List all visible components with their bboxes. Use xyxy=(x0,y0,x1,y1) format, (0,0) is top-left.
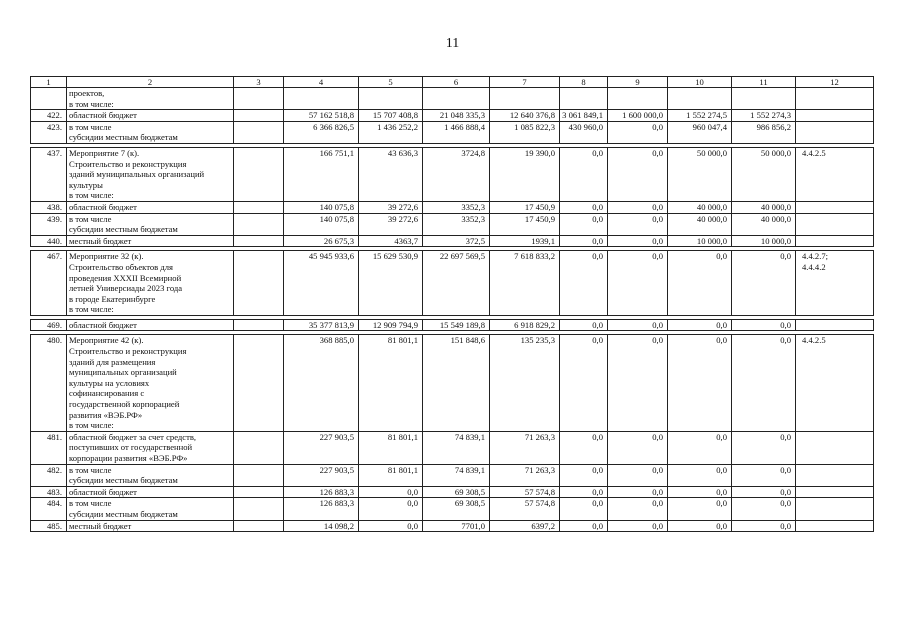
value-cell: 0,0 xyxy=(560,498,608,520)
row-description xyxy=(67,213,234,235)
table-row xyxy=(31,147,874,201)
value-cell: 430 960,0 xyxy=(560,121,608,143)
table-row xyxy=(31,201,874,213)
value-cell: 0,0 xyxy=(668,498,732,520)
empty-cell xyxy=(234,498,284,520)
value-cell: 69 308,5 xyxy=(423,486,490,498)
table-row xyxy=(31,335,874,431)
description-line: летней Универсиады 2023 года xyxy=(69,283,183,294)
value-cell: 0,0 xyxy=(608,121,668,143)
value-cell: 0,0 xyxy=(608,498,668,520)
target-code xyxy=(796,235,874,247)
value-cell xyxy=(284,88,359,110)
target-code xyxy=(796,213,874,235)
value-cell: 57 574,8 xyxy=(490,486,560,498)
row-number: 485. xyxy=(31,520,67,532)
value-cell: 0,0 xyxy=(732,335,796,431)
description-line: в том числе xyxy=(69,464,112,475)
value-cell: 0,0 xyxy=(668,464,732,486)
value-cell: 57 574,8 xyxy=(490,498,560,520)
table-row xyxy=(31,431,874,464)
row-number: 467. xyxy=(31,251,67,316)
value-cell: 126 883,3 xyxy=(284,498,359,520)
value-cell: 372,5 xyxy=(423,235,490,247)
value-cell: 39 272,6 xyxy=(359,213,423,235)
row-description xyxy=(67,251,234,316)
value-cell: 57 162 518,8 xyxy=(284,110,359,122)
target-code xyxy=(796,121,874,143)
row-number: 423. xyxy=(31,121,67,143)
header-cell: 4 xyxy=(284,77,359,88)
value-cell: 0,0 xyxy=(732,431,796,464)
description-line: областной бюджет за счет средств, xyxy=(69,431,197,442)
table-row xyxy=(31,486,874,498)
value-cell: 19 390,0 xyxy=(490,147,560,201)
description-line: поступивших от государственной xyxy=(69,442,193,453)
empty-cell xyxy=(234,520,284,532)
value-cell: 3 061 849,1 xyxy=(560,110,608,122)
code-line: 4.4.2.7; xyxy=(802,251,829,262)
value-cell: 7 618 833,2 xyxy=(490,251,560,316)
row-number: 440. xyxy=(31,235,67,247)
table-row xyxy=(31,110,874,122)
header-cell: 2 xyxy=(67,77,234,88)
value-cell: 0,0 xyxy=(732,319,796,331)
code-line: 4.4.4.2 xyxy=(802,261,826,272)
row-number: 480. xyxy=(31,335,67,431)
empty-cell xyxy=(234,110,284,122)
value-cell: 40 000,0 xyxy=(732,213,796,235)
value-cell: 71 263,3 xyxy=(490,431,560,464)
value-cell: 960 047,4 xyxy=(668,121,732,143)
header-cell: 9 xyxy=(608,77,668,88)
value-cell xyxy=(732,88,796,110)
target-code xyxy=(796,520,874,532)
empty-cell xyxy=(234,251,284,316)
value-cell: 3352,3 xyxy=(423,201,490,213)
value-cell: 0,0 xyxy=(608,464,668,486)
value-cell: 0,0 xyxy=(608,486,668,498)
description-line: в том числе: xyxy=(69,304,114,315)
description-line: культуры xyxy=(69,179,103,190)
description-line: в том числе: xyxy=(69,420,114,431)
row-description xyxy=(67,335,234,431)
value-cell: 40 000,0 xyxy=(668,213,732,235)
row-description xyxy=(67,147,234,201)
empty-cell xyxy=(234,88,284,110)
value-cell: 6 366 826,5 xyxy=(284,121,359,143)
table-row xyxy=(31,251,874,316)
target-code xyxy=(796,147,874,201)
row-number: 483. xyxy=(31,486,67,498)
description-line: Мероприятие 7 (к). xyxy=(69,147,140,158)
value-cell: 1939,1 xyxy=(490,235,560,247)
value-cell: 17 450,9 xyxy=(490,201,560,213)
value-cell: 0,0 xyxy=(560,486,608,498)
value-cell: 35 377 813,9 xyxy=(284,319,359,331)
header-cell: 12 xyxy=(796,77,874,88)
value-cell: 10 000,0 xyxy=(668,235,732,247)
value-cell: 227 903,5 xyxy=(284,464,359,486)
value-cell: 0,0 xyxy=(359,486,423,498)
value-cell: 1 552 274,5 xyxy=(668,110,732,122)
value-cell: 0,0 xyxy=(732,498,796,520)
header-cell: 11 xyxy=(732,77,796,88)
row-number: 438. xyxy=(31,201,67,213)
value-cell: 1 436 252,2 xyxy=(359,121,423,143)
value-cell: 12 909 794,9 xyxy=(359,319,423,331)
value-cell: 0,0 xyxy=(668,251,732,316)
value-cell xyxy=(668,88,732,110)
value-cell: 74 839,1 xyxy=(423,464,490,486)
row-number: 469. xyxy=(31,319,67,331)
description-line: в том числе: xyxy=(69,98,114,109)
description-line: государственной корпорацией xyxy=(69,399,180,410)
value-cell: 0,0 xyxy=(608,147,668,201)
value-cell: 43 636,3 xyxy=(359,147,423,201)
row-description xyxy=(67,464,234,486)
empty-cell xyxy=(234,213,284,235)
value-cell: 0,0 xyxy=(668,319,732,331)
description-line: Мероприятие 32 (к). xyxy=(69,251,144,262)
value-cell xyxy=(490,88,560,110)
table-row xyxy=(31,213,874,235)
header-cell: 10 xyxy=(668,77,732,88)
value-cell: 0,0 xyxy=(608,335,668,431)
value-cell: 0,0 xyxy=(668,431,732,464)
header-cell: 8 xyxy=(560,77,608,88)
value-cell: 0,0 xyxy=(560,335,608,431)
description-line: культуры на условиях xyxy=(69,377,150,388)
row-description xyxy=(67,88,234,110)
value-cell: 0,0 xyxy=(560,235,608,247)
value-cell: 0,0 xyxy=(608,201,668,213)
target-code xyxy=(796,251,874,316)
description-line: муниципальных организаций xyxy=(69,367,177,378)
value-cell: 0,0 xyxy=(608,251,668,316)
target-code xyxy=(796,498,874,520)
description-line: областной бюджет xyxy=(69,319,137,330)
value-cell: 15 549 189,8 xyxy=(423,319,490,331)
value-cell: 0,0 xyxy=(560,431,608,464)
description-line: в том числе xyxy=(69,498,112,509)
table-row xyxy=(31,464,874,486)
value-cell: 0,0 xyxy=(560,520,608,532)
description-line: в том числе xyxy=(69,121,112,132)
row-description xyxy=(67,498,234,520)
header-cell: 1 xyxy=(31,77,67,88)
value-cell: 1 085 822,3 xyxy=(490,121,560,143)
table-row xyxy=(31,498,874,520)
target-code xyxy=(796,464,874,486)
value-cell: 166 751,1 xyxy=(284,147,359,201)
row-description xyxy=(67,431,234,464)
row-number: 484. xyxy=(31,498,67,520)
row-description xyxy=(67,520,234,532)
table-row xyxy=(31,121,874,143)
description-line: Строительство и реконструкция xyxy=(69,158,187,169)
value-cell: 4363,7 xyxy=(359,235,423,247)
description-line: местный бюджет xyxy=(69,235,132,246)
description-line: проектов, xyxy=(69,88,105,98)
row-description xyxy=(67,201,234,213)
value-cell: 0,0 xyxy=(732,464,796,486)
description-line: в том числе: xyxy=(69,190,114,201)
value-cell: 22 697 569,5 xyxy=(423,251,490,316)
value-cell: 71 263,3 xyxy=(490,464,560,486)
value-cell: 6397,2 xyxy=(490,520,560,532)
value-cell: 140 075,8 xyxy=(284,213,359,235)
description-line: корпорации развития «ВЭБ.РФ» xyxy=(69,453,188,463)
value-cell: 0,0 xyxy=(732,520,796,532)
value-cell: 0,0 xyxy=(608,431,668,464)
table-row xyxy=(31,235,874,247)
value-cell: 40 000,0 xyxy=(668,201,732,213)
value-cell: 135 235,3 xyxy=(490,335,560,431)
empty-cell xyxy=(234,464,284,486)
code-line: 4.4.2.5 xyxy=(802,147,826,158)
header-cell: 3 xyxy=(234,77,284,88)
value-cell: 12 640 376,8 xyxy=(490,110,560,122)
value-cell: 81 801,1 xyxy=(359,464,423,486)
description-line: в городе Екатеринбурге xyxy=(69,293,156,304)
value-cell: 986 856,2 xyxy=(732,121,796,143)
row-number: 481. xyxy=(31,431,67,464)
value-cell: 15 707 408,8 xyxy=(359,110,423,122)
value-cell: 151 848,6 xyxy=(423,335,490,431)
description-line: развития «ВЭБ.РФ» xyxy=(69,409,143,420)
empty-cell xyxy=(234,201,284,213)
empty-cell xyxy=(234,121,284,143)
value-cell: 368 885,0 xyxy=(284,335,359,431)
page-number: 11 xyxy=(445,36,460,51)
empty-cell xyxy=(234,319,284,331)
table-row xyxy=(31,88,874,110)
value-cell: 0,0 xyxy=(668,520,732,532)
description-line: областной бюджет xyxy=(69,201,137,212)
description-line: субсидии местным бюджетам xyxy=(69,224,178,235)
row-description xyxy=(67,486,234,498)
value-cell: 126 883,3 xyxy=(284,486,359,498)
table-body xyxy=(31,88,874,532)
value-cell: 1 466 888,4 xyxy=(423,121,490,143)
value-cell xyxy=(359,88,423,110)
target-code xyxy=(796,335,874,431)
row-description xyxy=(67,319,234,331)
value-cell xyxy=(423,88,490,110)
table-row xyxy=(31,319,874,331)
empty-cell xyxy=(234,335,284,431)
value-cell: 0,0 xyxy=(560,464,608,486)
header-cell: 6 xyxy=(423,77,490,88)
target-code xyxy=(796,319,874,331)
target-code xyxy=(796,110,874,122)
header-cell: 7 xyxy=(490,77,560,88)
value-cell: 21 048 335,3 xyxy=(423,110,490,122)
value-cell: 81 801,1 xyxy=(359,335,423,431)
row-number xyxy=(31,88,67,110)
row-number: 437. xyxy=(31,147,67,201)
budget-table xyxy=(30,76,874,532)
value-cell: 140 075,8 xyxy=(284,201,359,213)
description-line: Строительство и реконструкция xyxy=(69,346,187,357)
row-description xyxy=(67,110,234,122)
description-line: местный бюджет xyxy=(69,520,132,531)
value-cell: 69 308,5 xyxy=(423,498,490,520)
value-cell: 17 450,9 xyxy=(490,213,560,235)
value-cell: 50 000,0 xyxy=(668,147,732,201)
table-row xyxy=(31,520,874,532)
value-cell: 0,0 xyxy=(560,201,608,213)
value-cell: 7701,0 xyxy=(423,520,490,532)
value-cell: 50 000,0 xyxy=(732,147,796,201)
value-cell: 45 945 933,6 xyxy=(284,251,359,316)
value-cell: 1 600 000,0 xyxy=(608,110,668,122)
empty-cell xyxy=(234,147,284,201)
target-code xyxy=(796,486,874,498)
value-cell: 0,0 xyxy=(560,319,608,331)
row-number: 422. xyxy=(31,110,67,122)
value-cell: 0,0 xyxy=(732,251,796,316)
target-code xyxy=(796,431,874,464)
empty-cell xyxy=(234,431,284,464)
value-cell: 0,0 xyxy=(560,147,608,201)
empty-cell xyxy=(234,235,284,247)
value-cell: 0,0 xyxy=(608,319,668,331)
value-cell: 0,0 xyxy=(608,213,668,235)
value-cell: 0,0 xyxy=(359,520,423,532)
value-cell: 15 629 530,9 xyxy=(359,251,423,316)
value-cell: 0,0 xyxy=(668,486,732,498)
description-line: проведения XXXII Всемирной xyxy=(69,272,182,283)
value-cell: 227 903,5 xyxy=(284,431,359,464)
description-line: Мероприятие 42 (к). xyxy=(69,335,144,346)
value-cell: 26 675,3 xyxy=(284,235,359,247)
description-line: зданий для размещения xyxy=(69,356,156,367)
value-cell: 0,0 xyxy=(668,335,732,431)
value-cell: 0,0 xyxy=(560,251,608,316)
row-number: 482. xyxy=(31,464,67,486)
description-line: Строительство объектов для xyxy=(69,261,173,272)
value-cell: 14 098,2 xyxy=(284,520,359,532)
value-cell: 3352,3 xyxy=(423,213,490,235)
value-cell: 74 839,1 xyxy=(423,431,490,464)
description-line: областной бюджет xyxy=(69,110,137,121)
value-cell: 3724,8 xyxy=(423,147,490,201)
value-cell: 0,0 xyxy=(560,213,608,235)
description-line: субсидии местным бюджетам xyxy=(69,132,178,143)
header-cell: 5 xyxy=(359,77,423,88)
value-cell xyxy=(560,88,608,110)
description-line: зданий муниципальных организаций xyxy=(69,169,205,180)
code-line: 4.4.2.5 xyxy=(802,335,826,346)
header-row xyxy=(31,77,874,88)
value-cell: 39 272,6 xyxy=(359,201,423,213)
value-cell: 0,0 xyxy=(608,235,668,247)
value-cell xyxy=(608,88,668,110)
value-cell: 6 918 829,2 xyxy=(490,319,560,331)
value-cell: 0,0 xyxy=(608,520,668,532)
description-line: субсидии местным бюджетам xyxy=(69,475,178,486)
description-line: софинансирования с xyxy=(69,388,145,399)
value-cell: 81 801,1 xyxy=(359,431,423,464)
target-code xyxy=(796,201,874,213)
row-number: 439. xyxy=(31,213,67,235)
description-line: в том числе xyxy=(69,213,112,224)
value-cell: 40 000,0 xyxy=(732,201,796,213)
description-line: областной бюджет xyxy=(69,486,137,497)
value-cell: 0,0 xyxy=(732,486,796,498)
description-line: субсидии местным бюджетам xyxy=(69,508,178,519)
target-code xyxy=(796,88,874,110)
value-cell: 10 000,0 xyxy=(732,235,796,247)
row-description xyxy=(67,121,234,143)
row-description xyxy=(67,235,234,247)
empty-cell xyxy=(234,486,284,498)
value-cell: 1 552 274,3 xyxy=(732,110,796,122)
value-cell: 0,0 xyxy=(359,498,423,520)
